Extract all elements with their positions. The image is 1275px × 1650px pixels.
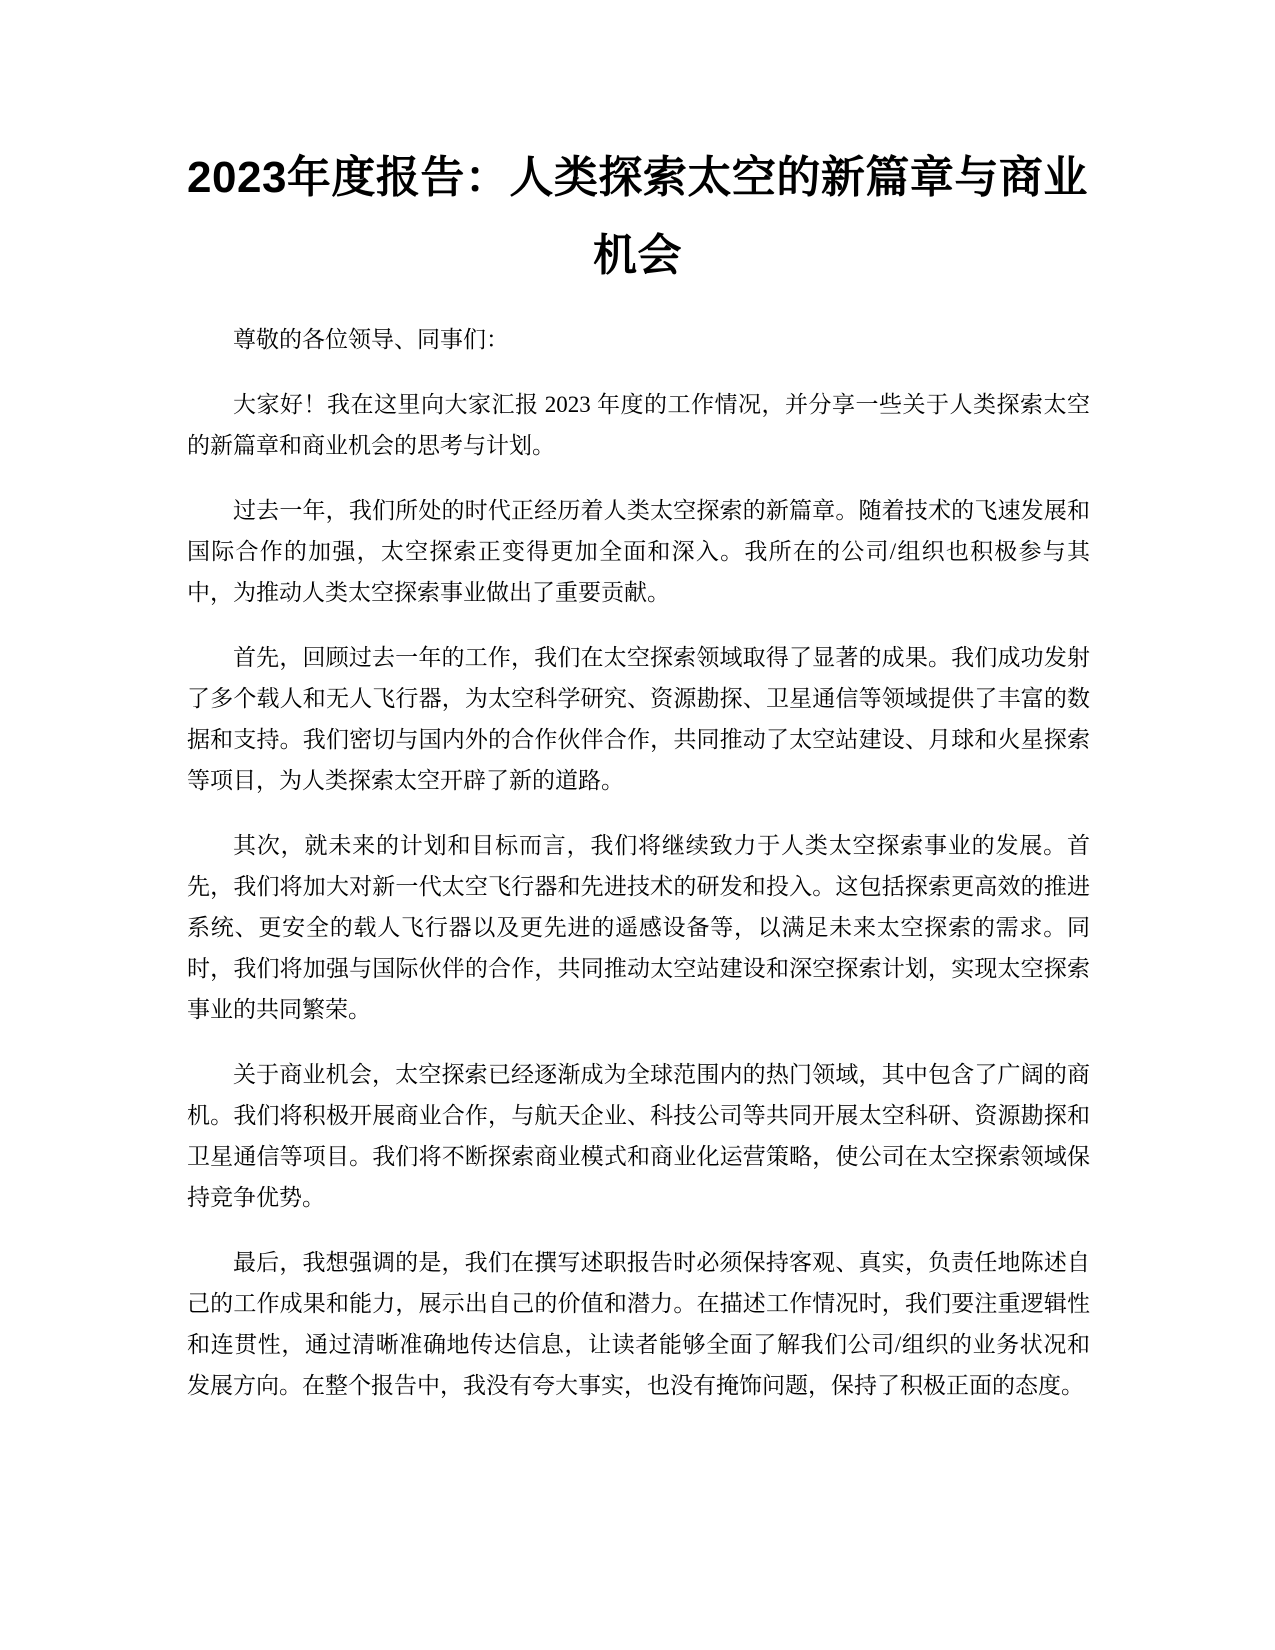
document-title: 2023年度报告：人类探索太空的新篇章与商业机会 [187,153,1088,280]
document-body [187,319,1090,1430]
paragraph-greeting: 大家好！我在这里向大家汇报 2023 年度的工作情况，并分享一些关于人类探索太空的新篇章和商业机会的思考与计划。 [187,392,1090,458]
paragraph-review: 首先，回顾过去一年的工作，我们在太空探索领域取得了显著的成果。我们成功发射了多个载人和无人飞行器，为太空科学研究、资源勘探、卫星通信等领域提供了丰富的数据和支持。我们密切与国内外的合作伙伴合作，共同推动了太空站建设、月球和火星探索等项目，为人类探索太空开辟了新的道路。 [187,645,1090,793]
paragraph-salutation: 尊敬的各位领导、同事们： [233,327,509,352]
paragraph-conclusion: 最后，我想强调的是，我们在撰写述职报告时必须保持客观、真实，负责任地陈述自己的工作成果和能力，展示出自己的价值和潜力。在描述工作情况时，我们要注重逻辑性和连贯性，通过清晰准确地传达信息，让读者能够全面了解我们公司/组织的业务状况和发展方向。在整个报告中，我没有夸大事实，也没有掩饰问题，保持了积极正面的态度。 [187,1250,1090,1398]
paragraph-business-opportunities: 关于商业机会，太空探索已经逐渐成为全球范围内的热门领域，其中包含了广阔的商机。我们将积极开展商业合作，与航天企业、科技公司等共同开展太空科研、资源勘探和卫星通信等项目。我们将不断探索商业模式和商业化运营策略，使公司在太空探索领域保持竞争优势。 [187,1062,1090,1210]
paragraph-future-plans: 其次，就未来的计划和目标而言，我们将继续致力于人类太空探索事业的发展。首先，我们将加大对新一代太空飞行器和先进技术的研发和投入。这包括探索更高效的推进系统、更安全的载人飞行器以及更先进的遥感设备等，以满足未来太空探索的需求。同时，我们将加强与国际伙伴的合作，共同推动太空站建设和深空探索计划，实现太空探索事业的共同繁荣。 [187,833,1090,1022]
paragraph-past-year: 过去一年，我们所处的时代正经历着人类太空探索的新篇章。随着技术的飞速发展和国际合作的加强，太空探索正变得更加全面和深入。我所在的公司/组织也积极参与其中，为推动人类太空探索事业做出了重要贡献。 [187,498,1090,605]
